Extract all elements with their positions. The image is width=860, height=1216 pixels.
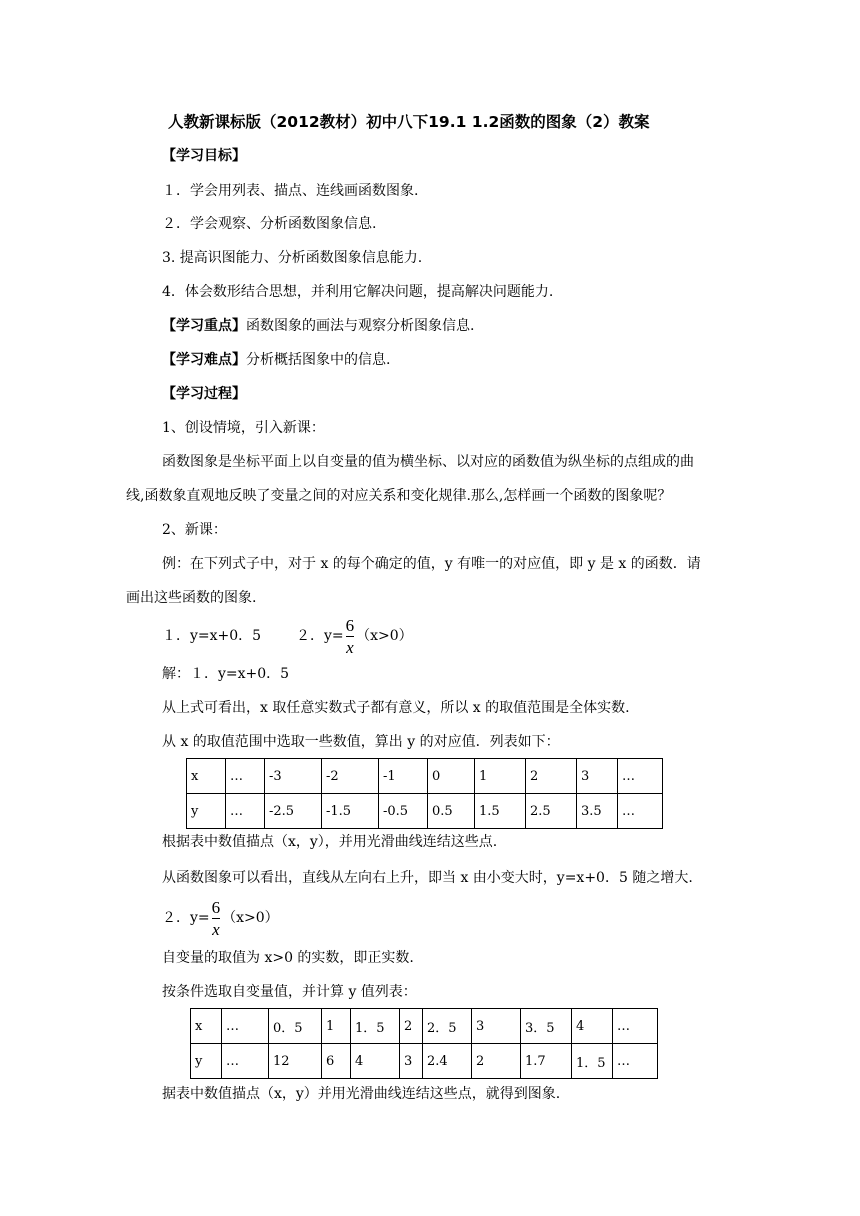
table-cell: 2.5 — [526, 794, 577, 829]
table-cell: 1 — [475, 759, 526, 794]
table-cell: 3 — [577, 759, 618, 794]
table-cell: 2．5 — [423, 1009, 472, 1044]
table-cell: 2 — [400, 1009, 423, 1044]
table-cell: 1.5 — [475, 794, 526, 829]
difficulty-text: 分析概括图象中的信息. — [246, 352, 391, 368]
table-cell: x — [187, 759, 226, 794]
difficulty-line — [162, 350, 390, 370]
solution-2-text: 自变量的取值为 x>0 的实数，即正实数. — [162, 950, 414, 966]
table-cell: -1.5 — [322, 794, 379, 829]
goal-item: ２．学会观察、分析函数图象信息. — [162, 216, 377, 232]
difficulty-label: 【学习难点】 — [162, 352, 246, 368]
table-cell: -2.5 — [265, 794, 322, 829]
table-cell: -2 — [322, 759, 379, 794]
document-title: 人教新课标版（2012教材）初中八下19.1 1.2函数的图象（2）教案 — [168, 113, 650, 131]
table-cell: -1 — [379, 759, 428, 794]
solution-1-text: 从函数图象可以看出，直线从左向右上升，即当 x 由小变大时，y=x+0．5 随之增大. — [162, 870, 693, 886]
table-cell: 2.4 — [423, 1044, 472, 1079]
table-cell: … — [226, 794, 265, 829]
table-cell: 0．5 — [269, 1009, 322, 1044]
intro-paragraph-line: 函数图象是坐标平面上以自变量的值为横坐标、以对应的函数值为纵坐标的点组成的曲 — [162, 454, 694, 470]
focus-text: 函数图象的画法与观察分析图象信息. — [246, 318, 475, 334]
table-cell: 1．5 — [351, 1009, 400, 1044]
solution-2-text: 按条件选取自变量值，并计算 y 值列表： — [162, 984, 417, 1000]
solution-2-text: 据表中数值描点（x，y）并用光滑曲线连结这些点，就得到图象. — [162, 1086, 561, 1102]
solution-1: 解：１．y=x+0．5 — [162, 666, 290, 682]
table-row — [191, 1044, 658, 1079]
goal-item: １．学会用列表、描点、连线画函数图象. — [162, 183, 419, 199]
solution-2-condition: （x>0） — [222, 910, 279, 926]
table-cell: … — [226, 759, 265, 794]
solution-1-text: 从 x 的取值范围中选取一些数值，算出 y 的对应值．列表如下： — [162, 734, 560, 750]
goal-item: 4．体会数形结合思想，并利用它解决问题，提高解决问题能力. — [162, 284, 554, 300]
table-cell: … — [613, 1044, 658, 1079]
goal-item: 3. 提高识图能力、分析函数图象信息能力. — [162, 250, 423, 266]
process-heading: 【学习过程】 — [162, 386, 246, 402]
table-cell: 2 — [526, 759, 577, 794]
solution-1-text: 从上式可看出，x 取任意实数式子都有意义，所以 x 的取值范围是全体实数. — [162, 700, 630, 716]
table-cell: 12 — [269, 1044, 322, 1079]
table-cell: -0.5 — [379, 794, 428, 829]
formula-1: １．y=x+0．5 — [162, 628, 262, 644]
table-row — [187, 794, 663, 829]
table-cell: … — [618, 759, 663, 794]
table-cell: x — [191, 1009, 222, 1044]
table-cell: 4 — [572, 1009, 613, 1044]
table-cell: y — [187, 794, 226, 829]
table-cell: 3．5 — [521, 1009, 572, 1044]
intro-paragraph-line: 线,函数象直观地反映了变量之间的对应关系和变化规律.那么,怎样画一个函数的图象呢？ — [126, 488, 672, 504]
fraction — [212, 899, 221, 938]
formula-2-condition: （x>0） — [356, 628, 413, 644]
table-cell: 0.5 — [428, 794, 475, 829]
table-cell: … — [613, 1009, 658, 1044]
fraction — [346, 617, 355, 656]
table-cell: 4 — [351, 1044, 400, 1079]
step1: 1、创设情境，引入新课： — [162, 420, 325, 436]
table-cell: 0 — [428, 759, 475, 794]
table-cell: … — [618, 794, 663, 829]
table-cell: 3.5 — [577, 794, 618, 829]
goals-heading: 【学习目标】 — [162, 148, 246, 164]
fraction-numerator: 6 — [345, 615, 355, 635]
fraction-denominator: x — [212, 919, 220, 939]
table-cell: 3 — [400, 1044, 423, 1079]
focus-label: 【学习重点】 — [162, 318, 246, 334]
fraction-denominator: x — [346, 637, 354, 657]
table-cell: -3 — [265, 759, 322, 794]
example-line: 例：在下列式子中，对于 x 的每个确定的值，y 有唯一的对应值，即 y 是 x 的函数．请 — [162, 556, 701, 572]
table-row — [191, 1009, 658, 1044]
table-cell: 6 — [322, 1044, 351, 1079]
formula-line — [162, 614, 413, 658]
table-cell: 2 — [472, 1044, 521, 1079]
solution-1-text: 根据表中数值描点（x，y），并用光滑曲线连结这些点. — [162, 834, 498, 850]
solution-2-prefix: ２．y= — [162, 910, 210, 926]
table-row — [187, 759, 663, 794]
focus-line — [162, 316, 474, 336]
table-cell: 1.7 — [521, 1044, 572, 1079]
example-line: 画出这些函数的图象. — [126, 590, 257, 606]
value-table-2 — [190, 1008, 658, 1079]
table-cell: 3 — [472, 1009, 521, 1044]
table-cell: … — [222, 1009, 269, 1044]
table-cell: 1 — [322, 1009, 351, 1044]
table-cell: … — [222, 1044, 269, 1079]
step2: 2、新课： — [162, 522, 227, 538]
fraction-numerator: 6 — [211, 897, 221, 917]
solution-2-line — [162, 896, 279, 940]
table-cell: 1．5 — [572, 1044, 613, 1079]
value-table-1 — [186, 758, 663, 829]
table-cell: y — [191, 1044, 222, 1079]
formula-2-prefix: ２．y= — [296, 628, 344, 644]
